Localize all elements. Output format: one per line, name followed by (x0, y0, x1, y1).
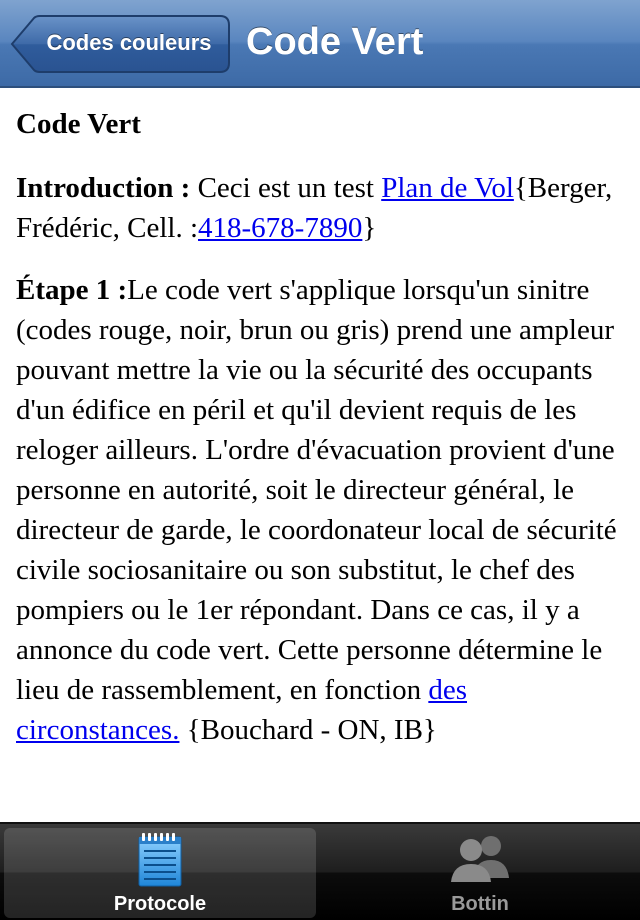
tab-protocole[interactable] (4, 828, 316, 918)
step1-after-link: {Bouchard - ON, IB} (179, 714, 437, 746)
circonstances-link[interactable]: des circonstances. (16, 674, 467, 746)
intro-paragraph (16, 168, 624, 248)
plan-de-vol-link[interactable]: Plan de Vol (381, 172, 514, 204)
phone-link[interactable]: 418-678-7890 (198, 212, 363, 244)
people-icon (447, 832, 513, 884)
page-title: Code Vert (246, 21, 424, 63)
content-text (0, 88, 640, 750)
intro-text: Ceci est un test (190, 172, 382, 204)
content-heading: Code Vert (16, 108, 141, 140)
intro-label: Introduction : (16, 172, 191, 204)
contact-prefix: {Berger, Frédéric, Cell. : (16, 172, 613, 244)
step1-label: Étape 1 : (16, 274, 128, 306)
tab-protocole-label: Protocole (113, 893, 207, 915)
contact-suffix: } (362, 212, 377, 244)
tab-bottin[interactable] (324, 828, 636, 918)
notepad-icon (137, 832, 183, 888)
tab-bottin-label: Bottin (451, 893, 509, 915)
navigation-bar (0, 0, 640, 88)
step1-paragraph (16, 270, 624, 750)
back-button[interactable] (10, 15, 230, 73)
step1-text: Le code vert s'applique lorsqu'un sinitre (codes rouge, noir, brun ou gris) prend une ampleur pouvant mettre la vie ou la sécurité des occupants d'un édifice en péril et qu'il devient requis de les reloger ailleurs. L'ordre d'évacuation provient d'une personne en autorité, soit le directeur général, le directeur de garde, le coordonateur local de sécurité civile sociosanitaire ou son substitut, le chef des pompiers ou le 1er répondant. Dans ce cas, il y a annonce du code vert. Cette personne détermine le lieu de rassemblement, en fonction (16, 274, 617, 706)
content-area[interactable] (0, 88, 640, 822)
back-button-label: Codes couleurs (46, 30, 212, 55)
tab-bar (0, 822, 640, 920)
